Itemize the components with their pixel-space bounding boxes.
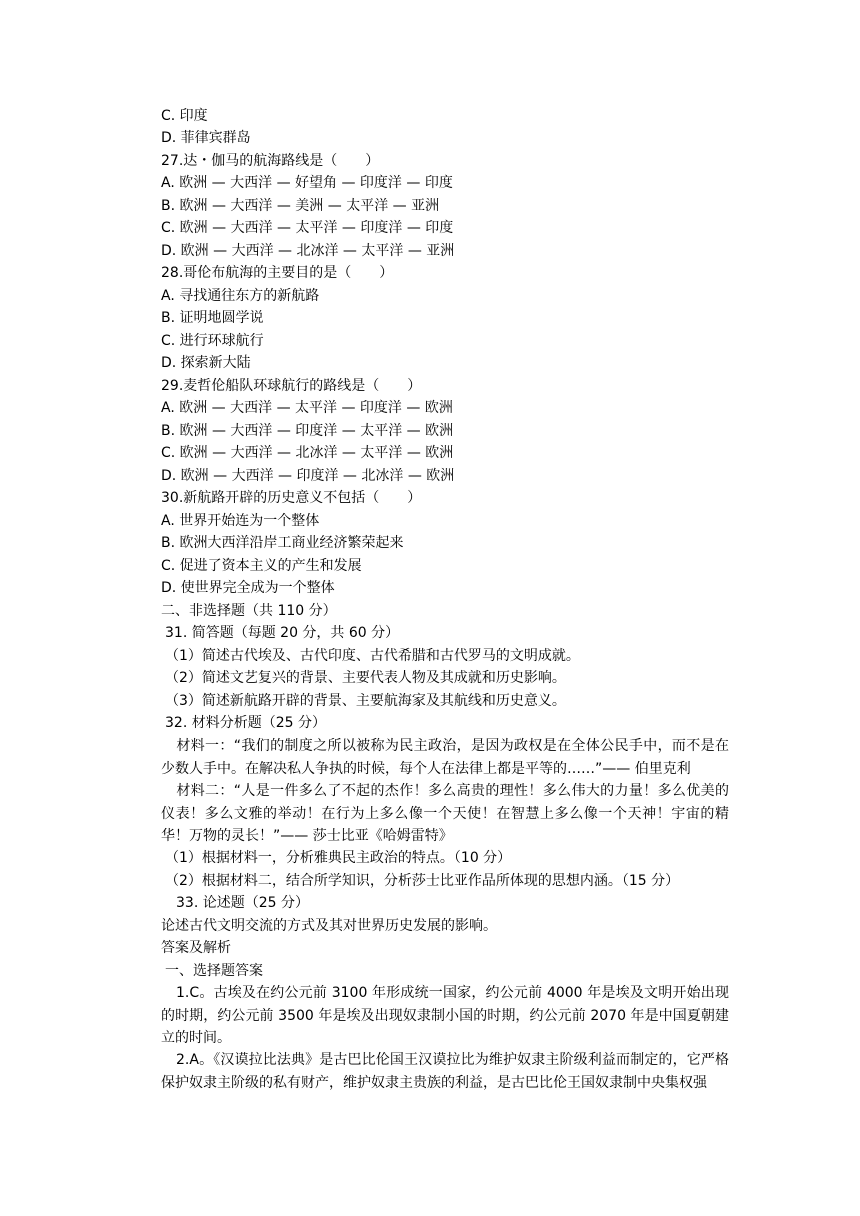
q28-stem: 28.哥伦布航海的主要目的是（ ） (161, 265, 394, 281)
q27-option-a: A. 欧洲 — 大西洋 — 好望角 — 印度洋 — 印度 (161, 175, 453, 191)
q27-option-d: D. 欧洲 — 大西洋 — 北冰洋 — 太平洋 — 亚洲 (161, 243, 455, 259)
q32-material-2-text: 材料二：“人是一件多么了不起的杰作！多么高贵的理性！多么伟大的力量！多么优美的仪表！多么文雅的举动！在行为上多么像一个天使！在智慧上多么像一个天神！宇宙的精华！万物的灵长！”—— 莎士比亚《哈姆雷特》 (161, 783, 729, 844)
q26-option-d: D. 菲律宾群岛 (161, 130, 251, 146)
q31-sub-1: （1）简述古代埃及、古代印度、古代希腊和古代罗马的文明成就。 (165, 648, 580, 664)
q30-option-b: B. 欧洲大西洋沿岸工商业经济繁荣起来 (161, 535, 404, 551)
q32-material-2 (161, 780, 729, 848)
q29-option-d: D. 欧洲 — 大西洋 — 印度洋 — 北冰洋 — 欧洲 (161, 468, 455, 484)
q27-option-c: C. 欧洲 — 大西洋 — 太平洋 — 印度洋 — 印度 (161, 220, 454, 236)
answer-1-text: 1.C。古埃及在约公元前 3100 年形成统一国家，约公元前 4000 年是埃及文明开始出现的时期，约公元前 3500 年是埃及出现奴隶制小国的时期，约公元前 2070 年是中国夏朝建立的时间。 (161, 985, 729, 1046)
q28-option-a: A. 寻找通往东方的新航路 (161, 288, 320, 304)
q30-option-d: D. 使世界完全成为一个整体 (161, 580, 335, 596)
q27-stem: 27.达・伽马的航海路线是（ ） (161, 153, 380, 169)
q32-material-1-text: 材料一：“我们的制度之所以被称为民主政治，是因为政权是在全体公民手中，而不是在少数人手中。在解决私人争执的时候，每个人在法律上都是平等的……”—— 伯里克利 (161, 738, 729, 777)
q28-option-c: C. 进行环球航行 (161, 333, 264, 349)
q33-body: 论述古代文明交流的方式及其对世界历史发展的影响。 (161, 918, 497, 934)
q31-sub-2: （2）简述文艺复兴的背景、主要代表人物及其成就和历史影响。 (165, 670, 566, 686)
q28-option-d: D. 探索新大陆 (161, 355, 251, 371)
q29-option-a: A. 欧洲 — 大西洋 — 太平洋 — 印度洋 — 欧洲 (161, 400, 453, 416)
q28-option-b: B. 证明地圆学说 (161, 310, 264, 326)
q29-option-b: B. 欧洲 — 大西洋 — 印度洋 — 太平洋 — 欧洲 (161, 423, 454, 439)
q31-heading: 31. 简答题（每题 20 分，共 60 分） (165, 625, 400, 641)
q32-material-1 (161, 735, 729, 780)
q29-option-c: C. 欧洲 — 大西洋 — 北冰洋 — 太平洋 — 欧洲 (161, 445, 454, 461)
q29-stem: 29.麦哲伦船队环球航行的路线是（ ） (161, 378, 422, 394)
q32-sub-1: （1）根据材料一，分析雅典民主政治的特点。（10 分） (165, 850, 512, 866)
answer-1 (161, 982, 729, 1050)
answer-2 (161, 1049, 729, 1094)
answers-section-heading: 一、选择题答案 (165, 963, 263, 979)
answers-title: 答案及解析 (161, 940, 231, 956)
q32-sub-2: （2）根据材料二，结合所学知识，分析莎士比亚作品所体现的思想内涵。（15 分） (165, 873, 680, 889)
answer-2-text: 2.A。《汉谟拉比法典》是古巴比伦国王汉谟拉比为维护奴隶主阶级利益而制定的，它严格保护奴隶主阶级的私有财产，维护奴隶主贵族的利益，是古巴比伦王国奴隶制中央集权强 (161, 1052, 729, 1091)
q32-heading: 32. 材料分析题（25 分） (165, 715, 326, 731)
q33-heading: 33. 论述题（25 分） (176, 895, 309, 911)
q30-option-a: A. 世界开始连为一个整体 (161, 513, 320, 529)
q30-option-c: C. 促进了资本主义的产生和发展 (161, 558, 362, 574)
q31-sub-3: （3）简述新航路开辟的背景、主要航海家及其航线和历史意义。 (165, 693, 566, 709)
section-heading-non-choice: 二、非选择题（共 110 分） (161, 603, 337, 619)
q27-option-b: B. 欧洲 — 大西洋 — 美洲 — 太平洋 — 亚洲 (161, 198, 440, 214)
q26-option-c: C. 印度 (161, 108, 208, 124)
q30-stem: 30.新航路开辟的历史意义不包括（ ） (161, 490, 422, 506)
